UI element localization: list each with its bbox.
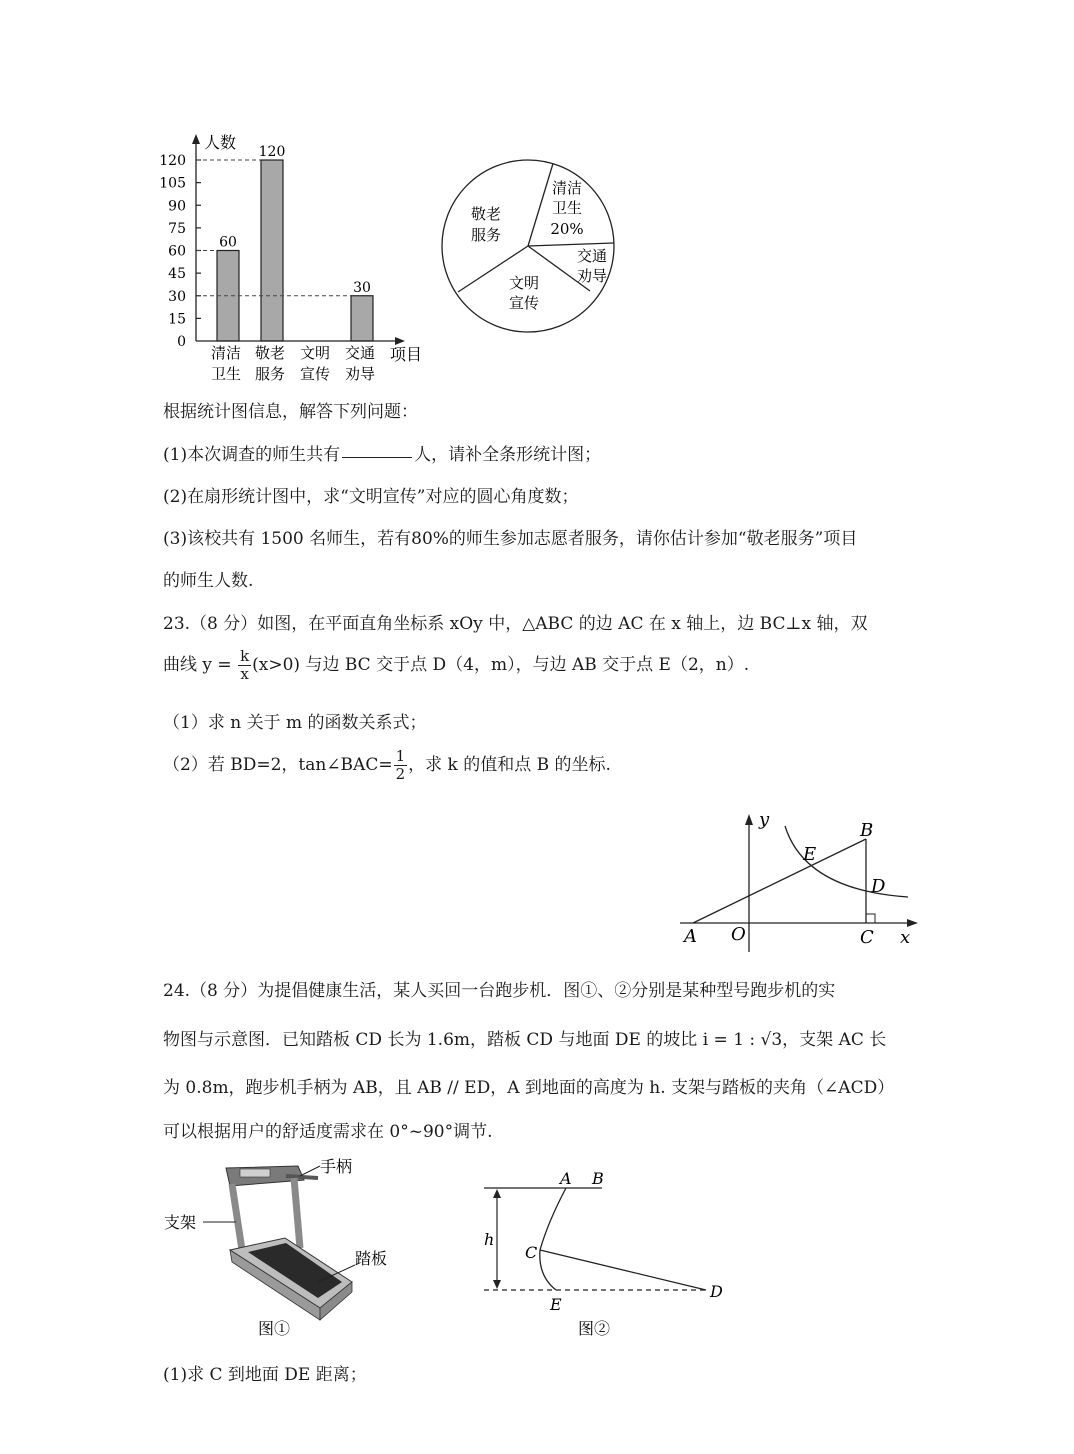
tread-cd xyxy=(540,1250,706,1290)
label-c: C xyxy=(860,927,874,948)
question-1-part-a: (1)本次调查的师生共有 xyxy=(163,445,341,465)
y-axis-label: 人数 xyxy=(204,133,237,152)
y-axis-arrow xyxy=(192,134,200,144)
label-c: C xyxy=(525,1243,538,1262)
svg-text:交通: 交通 xyxy=(576,247,608,265)
problem-23-q2-text: （2）若 BD=2，tan∠BAC= xyxy=(163,755,393,775)
category-label: 宣传 xyxy=(299,365,331,383)
question-3-line-1: (3)该校共有 1500 名师生，若有80%的师生参加志愿者服务，请你估计参加“敬老服务”项目 xyxy=(163,529,858,549)
question-2: (2)在扇形统计图中，求“文明宣传”对应的圆心角度数； xyxy=(163,487,579,507)
problem-23-text: 曲线 y = xyxy=(163,655,232,675)
fraction-k-over-x: $\frac{k}{x}$ xyxy=(240,647,250,683)
x-axis-arrow xyxy=(907,919,918,927)
caption-figure-2: 图② xyxy=(578,1319,611,1338)
y-axis-arrow xyxy=(745,814,753,825)
support-ce xyxy=(540,1250,556,1290)
y-tick-label: 45 xyxy=(168,266,186,283)
label-tread: 踏板 xyxy=(355,1249,388,1268)
label-e: E xyxy=(803,844,817,865)
side-ab xyxy=(693,839,866,923)
label-y: y xyxy=(759,809,770,830)
height-arrow-down xyxy=(493,1280,501,1289)
question-1 xyxy=(163,440,601,465)
right-angle-mark xyxy=(866,914,875,923)
y-tick-label: 105 xyxy=(159,175,186,192)
category-label: 劝导 xyxy=(344,365,376,383)
svg-text:服务: 服务 xyxy=(470,226,502,244)
problem-24-q1: (1)求 C 到地面 DE 距离； xyxy=(163,1365,367,1385)
svg-text:清洁: 清洁 xyxy=(551,179,583,197)
category-label: 服务 xyxy=(254,365,286,383)
problem-24-line-2: 物图与示意图．已知踏板 CD 长为 1.6m，踏板 CD 与地面 DE 的坡比 i = 1 : √3，支架 AC 长 xyxy=(163,1030,887,1050)
svg-text:20%: 20% xyxy=(550,220,584,238)
problem-23-line-1: 23.（8 分）如图，在平面直角坐标系 xOy 中，△ABC 的边 AC 在 x 轴上，边 BC⊥x 轴，双 xyxy=(163,614,868,634)
question-3-line-2: 的师生人数. xyxy=(163,571,254,591)
label-support: 支架 xyxy=(164,1213,197,1232)
svg-text:卫生: 卫生 xyxy=(551,199,583,217)
label-b: B xyxy=(592,1169,604,1188)
coordinate-figure xyxy=(670,805,930,955)
category-label: 清洁 xyxy=(210,344,242,362)
x-axis-label: 项目 xyxy=(390,345,423,364)
label-handle: 手柄 xyxy=(320,1157,353,1176)
category-label: 交通 xyxy=(344,344,376,362)
question-1-part-b: 人，请补全条形统计图； xyxy=(414,445,602,465)
y-tick-label: 30 xyxy=(168,288,186,305)
pie-chart xyxy=(440,150,620,340)
bar-value-label: 120 xyxy=(258,144,286,160)
category-label: 卫生 xyxy=(210,365,242,383)
label-b: B xyxy=(860,820,874,841)
bar-value-label: 30 xyxy=(353,279,371,296)
label-d: D xyxy=(710,1282,723,1301)
problem-23-q2 xyxy=(163,748,611,783)
label-x: x xyxy=(900,927,911,948)
problem-24-line-3: 为 0.8m，跑步机手柄为 AB，且 AB // ED，A 到地面的高度为 h. 支架与踏板的夹角（∠ACD） xyxy=(163,1078,895,1098)
treadmill-image xyxy=(226,1166,352,1320)
intro-text: 根据统计图信息，解答下列问题： xyxy=(163,402,418,422)
treadmill-figure xyxy=(160,1150,420,1345)
svg-text:敬老: 敬老 xyxy=(470,205,502,223)
label-a: A xyxy=(684,926,697,947)
category-label: 敬老 xyxy=(254,344,286,362)
problem-24-line-4: 可以根据用户的舒适度需求在 0°~90°调节. xyxy=(163,1122,493,1142)
category-label: 文明 xyxy=(299,344,331,362)
svg-text:劝导: 劝导 xyxy=(576,267,608,285)
y-tick-label: 15 xyxy=(168,311,186,328)
y-tick-label: 75 xyxy=(168,220,186,237)
problem-23-text-cont: (x>0) 与边 BC 交于点 D（4，m），与边 AB 交于点 E（2，n）. xyxy=(252,655,750,675)
x-axis-arrow xyxy=(395,337,405,345)
bar-value-label: 60 xyxy=(219,234,237,251)
caption-figure-1: 图① xyxy=(258,1319,291,1338)
schematic-figure xyxy=(470,1160,740,1350)
label-a: A xyxy=(560,1169,572,1188)
problem-23-q1: （1）求 n 关于 m 的函数关系式； xyxy=(163,713,427,733)
svg-text:文明: 文明 xyxy=(508,274,540,292)
label-e: E xyxy=(550,1295,562,1314)
fraction-one-half: $\frac{1}{2}$ xyxy=(395,747,406,783)
svg-text:宣传: 宣传 xyxy=(508,294,540,312)
label-h: h xyxy=(484,1230,495,1249)
y-tick-label: 90 xyxy=(168,198,186,215)
height-arrow-up xyxy=(493,1189,501,1198)
handle-pointer xyxy=(300,1166,320,1176)
problem-24-line-1: 24.（8 分）为提倡健康生活，某人买回一台跑步机．图①、②分别是某种型号跑步机的实 xyxy=(163,981,836,1001)
pie-label-cleaning xyxy=(550,179,583,238)
y-tick-label: 60 xyxy=(168,243,186,260)
answer-blank xyxy=(342,456,412,458)
problem-23-line-2 xyxy=(163,648,749,683)
bar xyxy=(261,160,283,341)
label-o: O xyxy=(731,924,746,945)
support-ac xyxy=(540,1188,566,1250)
problem-23-q2-text-cont: ，求 k 的值和点 B 的坐标. xyxy=(408,755,611,775)
bar xyxy=(351,296,373,341)
y-tick-label: 0 xyxy=(177,334,186,350)
y-tick-label: 120 xyxy=(159,153,186,169)
bar-chart xyxy=(150,128,440,390)
label-d: D xyxy=(871,876,886,897)
